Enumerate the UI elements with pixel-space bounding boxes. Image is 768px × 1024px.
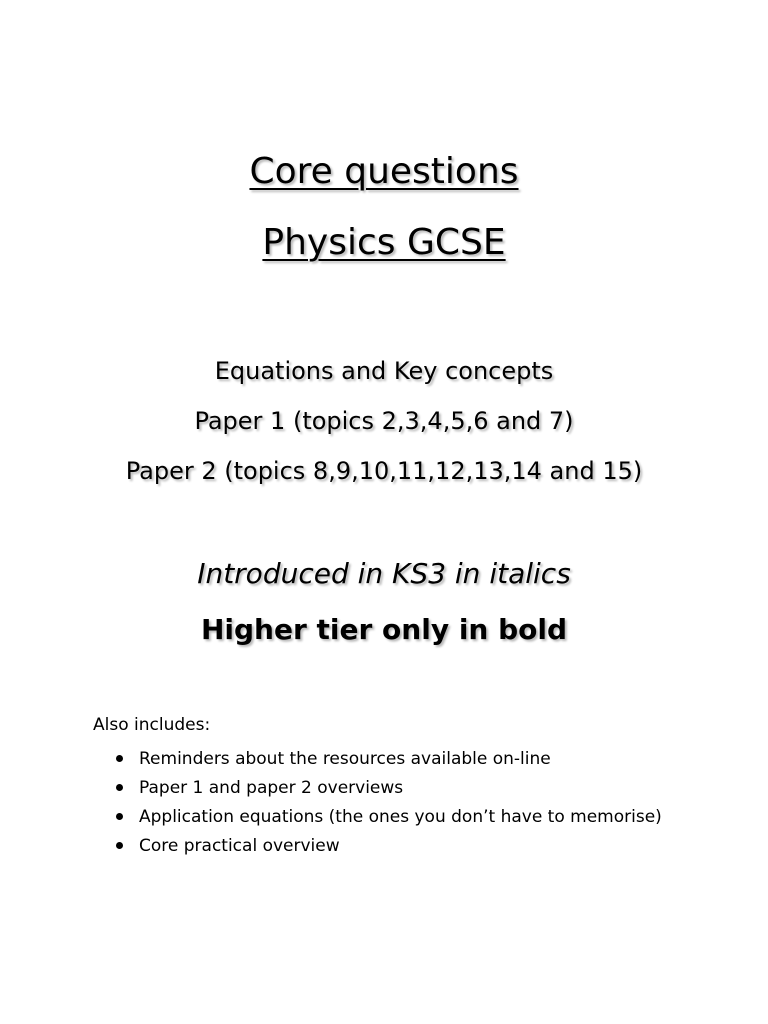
note-higher-tier-bold: Higher tier only in bold (200, 613, 568, 646)
title-physics-gcse (0, 221, 768, 265)
also-includes-list (93, 748, 662, 864)
list-item-text: Application equations (the ones you don’t have to memorise) (139, 807, 662, 827)
subtitle-paper-2: Paper 2 (topics 8,9,10,11,12,13,14 and 15) (125, 457, 643, 485)
bullet-icon (116, 813, 123, 820)
title-line-1: Core questions (249, 151, 519, 192)
subtitle-equations: Equations and Key concepts (214, 357, 554, 385)
bullet-icon (116, 842, 123, 849)
list-item (93, 777, 662, 806)
note-ks3-italics: Introduced in KS3 in italics (197, 557, 571, 590)
list-item-text: Paper 1 and paper 2 overviews (139, 778, 404, 798)
bullet-icon (116, 755, 123, 762)
bullet-icon (116, 784, 123, 791)
subtitle-paper-1: Paper 1 (topics 2,3,4,5,6 and 7) (194, 407, 574, 435)
list-item (93, 835, 662, 864)
list-item-text: Core practical overview (139, 836, 340, 856)
title-line-2: Physics GCSE (262, 222, 506, 263)
also-includes-heading: Also includes: (93, 715, 211, 735)
list-item (93, 748, 662, 777)
list-item-text: Reminders about the resources available on-line (139, 749, 551, 769)
title-core-questions (0, 150, 768, 194)
list-item (93, 806, 662, 835)
